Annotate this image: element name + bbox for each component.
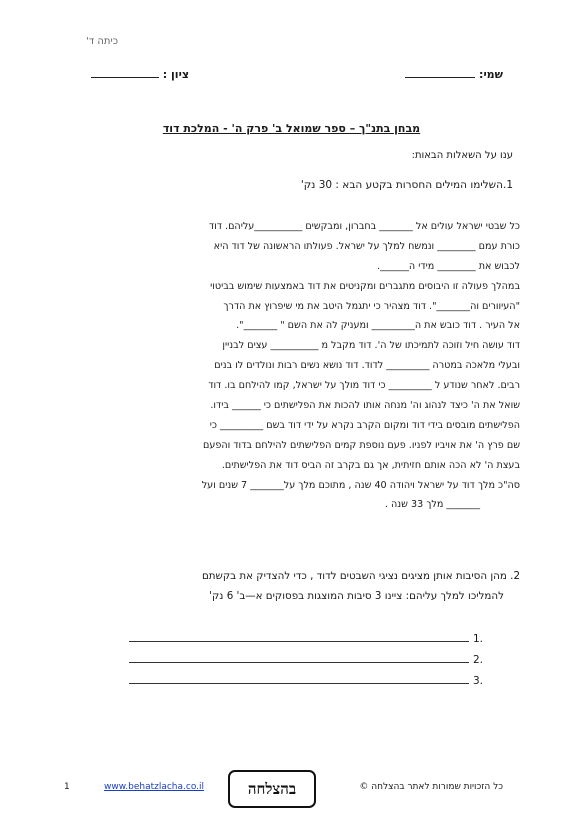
copyright-notice: כל הזכויות שמורות לאתר בהצלחה ©: [359, 782, 503, 792]
name-blank[interactable]: [405, 66, 475, 78]
website-link[interactable]: www.behatzlacha.co.il: [104, 782, 205, 792]
question-2-line: 2. מהן הסיבות אותן מציגים נציגי השבטים לדוד , כדי להצדיק את בקשתם: [201, 570, 520, 582]
passage-line: שם פרץ ה' את אויביו לפניו. פעם נוספת קמים הפלישתים להילחם בדוד והפעם: [202, 439, 520, 451]
answer-line-1[interactable]: [129, 631, 483, 645]
score-label: ציון :: [162, 68, 189, 81]
passage-line: כורת עמם ________ ונמשח למלך על ישראל. פעולתו הראשונה של דוד היא: [213, 240, 520, 252]
answer-line-2[interactable]: [129, 652, 483, 666]
page-title: מבחן בתנ"ך – ספר שמואל ב' פרק ה' - המלכת דוד: [162, 122, 421, 135]
passage-line: לכבוש את ________ מידי ה______.: [377, 260, 520, 272]
grade-label: כיתה ד': [86, 36, 119, 47]
passage-line: בעצת ה' לא הכה אותם חזיתית, אך גם בקרב זה הביס דוד את הפלישתים.: [221, 459, 520, 471]
instructions: ענו על השאלות הבאות:: [411, 150, 513, 161]
passage-line: "העיוורים וה_______". דוד מצהיר כי יתגמל היטב את מי שיפרוץ את הדרך: [223, 300, 520, 312]
passage-line: דוד עושה חיל וזוכה לתמיכתו של ה'. דוד מקבל מ __________ עצים לבניין: [222, 340, 520, 352]
answer-number: .3: [472, 675, 483, 687]
answer-blank[interactable]: [129, 652, 469, 663]
passage-line: שואל את ה' כיצד לנהוג וה' מנחה אותו להכות את הפלישתים כי ______ בידו.: [210, 400, 520, 412]
answer-blank[interactable]: [129, 631, 469, 642]
question-1-passage: [70, 217, 520, 515]
question-1-heading: 1.השלימו המילים החסרות בקטע הבא : 30 נק': [300, 179, 513, 191]
answer-number: .2: [472, 654, 483, 666]
score-blank[interactable]: [91, 66, 159, 78]
passage-line: כל שבטי ישראל עולים אל _______ בחברון, ומבקשים __________עליהם. דוד: [208, 221, 520, 232]
question-2-line: להמליכו למלך עליהם: ציינו 3 סיבות המוצגות בפסוקים א—ב' 6 נק': [209, 590, 504, 602]
answer-number: .1: [472, 633, 483, 645]
passage-line: _______ מלך 33 שנה .: [384, 499, 480, 511]
name-label: שמי:: [479, 68, 503, 81]
answer-blank[interactable]: [129, 673, 469, 684]
passage-line: במהלך פעולה זו היבוסים מתגברים ומקניטים את דוד באמצעות שימוש בביטוי: [210, 280, 520, 292]
question-2: [70, 566, 520, 606]
page-number: 1: [64, 782, 70, 792]
passage-line: רבים. לאחר שנודע ל _________ כי דוד מולך על ישראל, קמו להילחם בו. דוד: [208, 380, 520, 392]
passage-line: סה"כ מלך דוד על ישראל ויהודה 40 שנה , מתוכם מלך על_______ 7 שנים ועל: [201, 479, 520, 491]
passage-line: הפלישתים מובסים בידי דוד ומקום הקרב נקרא על ידי דוד בשם _________ כי: [209, 419, 520, 431]
score-field[interactable]: [91, 66, 189, 81]
answer-line-3[interactable]: [129, 673, 483, 687]
passage-line: ובעלי מלאכה במטרה _________ לדוד. דוד נושא נשים רבות ונולדים לו בנים: [214, 360, 520, 372]
logo-text: בהצלחה: [247, 779, 297, 798]
brand-logo: [228, 770, 316, 808]
name-field[interactable]: [405, 66, 503, 81]
passage-line: אל העיר . דוד כובש את ה_________ ומעניק לה את השם " _______".: [236, 320, 520, 332]
